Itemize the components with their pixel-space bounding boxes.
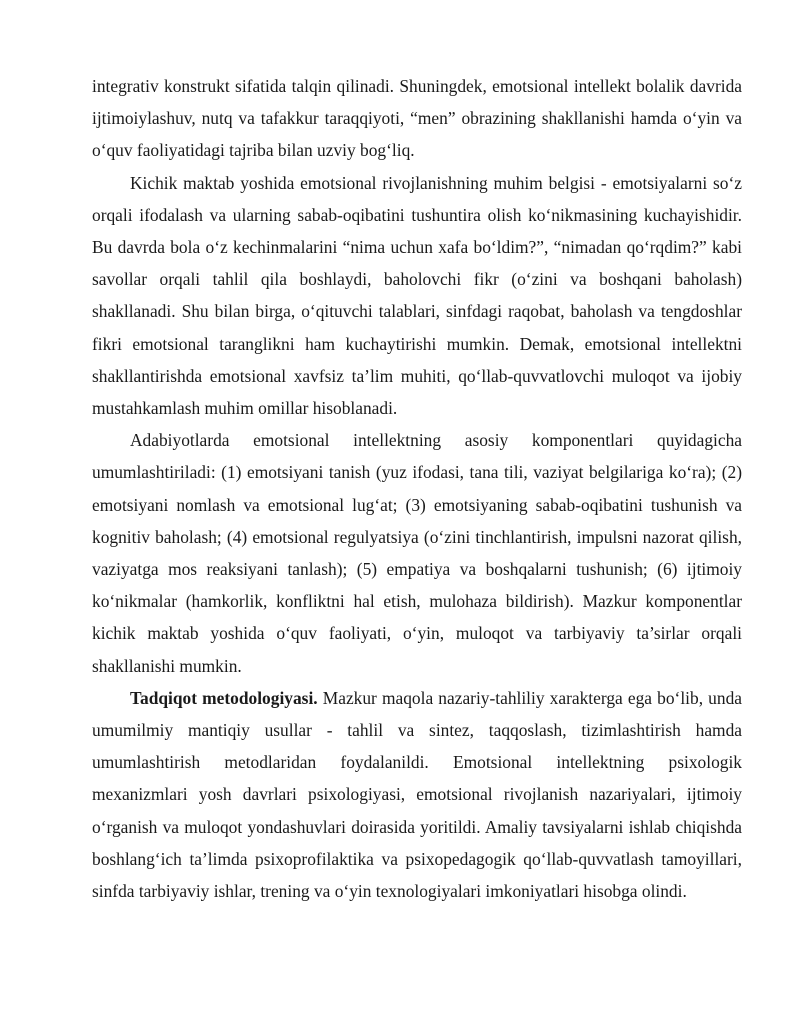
paragraph-methodology [92, 682, 742, 907]
section-heading-methodology: Tadqiqot metodologiyasi. [130, 687, 318, 708]
paragraph-ei-components [92, 424, 742, 682]
paragraph-text: Mazkur maqola nazariy-tahliliy xarakterga ega boʻlib, unda umumilmiy mantiqiy usullar - tahlil va sintez, taqqoslash, tizimlashtirish hamda umumlashtirish metodlaridan foydalanildi. Emotsional intellektning psixologik mexanizmlari yosh davrlari psixologiyasi, emotsional rivojlanish nazariyalari, ijtimoiy oʻrganish va muloqot yondashuvlari doirasida yoritildi. Amaliy tavsiyalarni ishlab chiqishda boshlangʻich ta’limda psixoprofilaktika va psixopedagogik qoʻllab-quvvatlash tamoyillari, sinfda tarbiyaviy ishlar, trening va oʻyin texnologiyalari imkoniyatlari hisobga olindi. [92, 687, 742, 902]
paragraph-text: Adabiyotlarda emotsional intellektning asosiy komponentlari quyidagicha umumlashtiriladi: (1) emotsiyani tanish (yuz ifodasi, tana tili, vaziyat belgilariga koʻra); (2) emotsiyani nomlash va emotsional lugʻat; (3) emotsiyaning sabab-oqibatini tushunish va kognitiv baholash; (4) emotsional regulyatsiya (oʻzini tinchlantirish, impulsni nazorat qilish, vaziyatga mos reaksiyani tanlash); (5) empatiya va boshqalarni tushunish; (6) ijtimoiy koʻnikmalar (hamkorlik, konfliktni hal etish, mulohaza bildirish). Mazkur komponentlar kichik maktab yoshida oʻquv faoliyati, oʻyin, muloqot va tarbiyaviy ta’sirlar orqali shakllanishi mumkin. [92, 430, 742, 676]
paragraph-text: integrativ konstrukt sifatida talqin qilinadi. Shuningdek, emotsional intellekt bolalik davrida ijtimoiylashuv, nutq va tafakkur taraqqiyoti, “men” obrazining shakllanishi hamda oʻyin va oʻquv faoliyatidagi tajriba bilan uzviy bogʻliq. [92, 76, 742, 161]
paragraph-continuation [92, 70, 742, 167]
paragraph-emotional-development [92, 167, 742, 425]
document-page [92, 70, 742, 907]
paragraph-text: Kichik maktab yoshida emotsional rivojlanishning muhim belgisi - emotsiyalarni soʻz orqali ifodalash va ularning sabab-oqibatini tushuntira olish koʻnikmasining kuchayishidir. Bu davrda bola oʻz kechinmalarini “nima uchun xafa boʻldim?”, “nimadan qoʻrqdim?” kabi savollar orqali tahlil qila boshlaydi, baholovchi fikr (oʻzini va boshqani baholash) shakllanadi. Shu bilan birga, oʻqituvchi talablari, sinfdagi raqobat, baholash va tengdoshlar fikri emotsional taranglikni ham kuchaytirishi mumkin. Demak, emotsional intellektni shakllantirishda emotsional xavfsiz ta’lim muhiti, qoʻllab-quvvatlovchi muloqot va ijobiy mustahkamlash muhim omillar hisoblanadi. [92, 172, 742, 419]
